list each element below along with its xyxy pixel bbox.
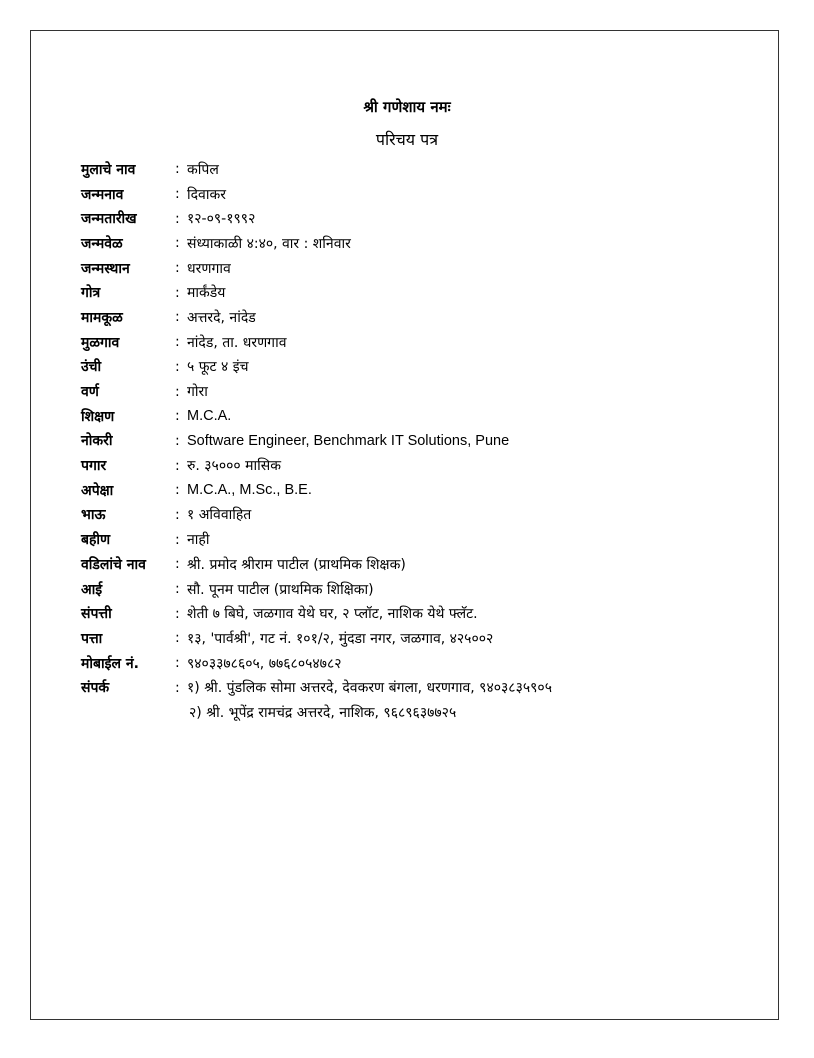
field-row-salary <box>81 453 741 478</box>
field-label: शिक्षण <box>81 408 115 425</box>
field-label: मोबाईल नं. <box>81 655 139 672</box>
field-row-birth-date <box>81 206 741 231</box>
field-label: मुळगाव <box>81 334 120 351</box>
field-separator: : <box>175 432 180 449</box>
field-value: ९४०३३७८६०५, ७७६८०५४७८२ <box>187 655 342 672</box>
field-label: पत्ता <box>81 630 103 647</box>
field-label: संपत्ती <box>81 606 112 623</box>
field-value: नांदेड, ता. धरणगाव <box>187 334 287 351</box>
field-separator: : <box>175 556 180 573</box>
field-separator: : <box>175 630 180 647</box>
field-label: आई <box>81 581 103 598</box>
field-row-sister <box>81 527 741 552</box>
field-row-father <box>81 552 741 577</box>
field-value: M.C.A. <box>187 408 232 425</box>
field-separator: : <box>175 655 180 672</box>
field-row-property <box>81 601 741 626</box>
field-value: १) श्री. पुंडलिक सोमा अत्तरदे, देवकरण बंगला, धरणगाव, ९४०३८३५९०५ <box>187 680 552 697</box>
field-row-birth-time <box>81 231 741 256</box>
field-row-mother <box>81 577 741 602</box>
field-row-education <box>81 404 741 429</box>
field-separator: : <box>175 581 180 598</box>
field-separator: : <box>175 161 180 178</box>
field-value: रु. ३५००० मासिक <box>187 458 281 475</box>
field-label: अपेक्षा <box>81 482 114 499</box>
field-separator: : <box>175 383 180 400</box>
field-row-gotra <box>81 280 741 305</box>
field-separator: : <box>175 679 180 696</box>
field-label: नोकरी <box>81 433 113 450</box>
field-value: १२-०९-१९९२ <box>187 211 256 228</box>
field-row-address <box>81 626 741 651</box>
field-row-contact-continuation <box>81 700 741 725</box>
field-row-brother <box>81 503 741 528</box>
invocation-heading: श्री गणेशाय नमः <box>363 98 451 116</box>
field-value: सौ. पूनम पाटील (प्राथमिक शिक्षिका) <box>187 581 374 598</box>
field-value: कपिल <box>187 161 219 178</box>
field-value: श्री. प्रमोद श्रीराम पाटील (प्राथमिक शिक्षक) <box>187 556 406 573</box>
field-separator: : <box>175 334 180 351</box>
field-label: उंची <box>81 359 102 376</box>
field-row-expectations <box>81 478 741 503</box>
field-separator: : <box>175 605 180 622</box>
field-separator: : <box>175 358 180 375</box>
field-label: जन्मस्थान <box>81 260 130 277</box>
field-label: वडिलांचे नाव <box>81 556 146 573</box>
field-value: अत्तरदे, नांदेड <box>187 309 256 326</box>
field-label: जन्मनाव <box>81 186 124 203</box>
biodata-fields <box>81 157 741 725</box>
field-separator: : <box>175 506 180 523</box>
field-label: जन्मवेळ <box>81 235 123 252</box>
field-value: गोरा <box>187 384 208 401</box>
field-separator: : <box>175 186 180 203</box>
field-row-maternal-family <box>81 305 741 330</box>
field-value: ५ फूट ४ इंच <box>187 359 249 376</box>
field-row-contact <box>81 675 741 700</box>
field-value: संध्याकाळी ४:४०, वार : शनिवार <box>187 235 351 252</box>
field-value: नाही <box>187 532 210 549</box>
field-value: १ अविवाहित <box>187 507 252 524</box>
field-separator: : <box>175 309 180 326</box>
field-row-native-place <box>81 330 741 355</box>
field-row-occupation <box>81 429 741 454</box>
field-value: शेती ७ बिघे, जळगाव येथे घर, २ प्लॉट, नाशिक येथे फ्लॅट. <box>187 606 478 623</box>
field-label: जन्मतारीख <box>81 211 137 228</box>
field-label: वर्ण <box>81 384 99 401</box>
field-separator: : <box>175 284 180 301</box>
field-label: पगार <box>81 458 107 475</box>
field-value: M.C.A., M.Sc., B.E. <box>187 482 312 499</box>
field-separator: : <box>175 235 180 252</box>
field-label: मुलाचे नाव <box>81 161 136 178</box>
field-separator: : <box>175 408 180 425</box>
field-label: बहीण <box>81 532 111 549</box>
field-separator: : <box>175 210 180 227</box>
field-row-name <box>81 157 741 182</box>
field-row-mobile <box>81 651 741 676</box>
field-separator: : <box>175 482 180 499</box>
field-value: धरणगाव <box>187 260 231 277</box>
field-label: भाऊ <box>81 507 106 524</box>
field-label: संपर्क <box>81 680 110 697</box>
field-row-birth-place <box>81 256 741 281</box>
field-separator: : <box>175 531 180 548</box>
field-value: २) श्री. भूपेंद्र रामचंद्र अत्तरदे, नाशिक, ९६८९६३७७२५ <box>189 704 457 721</box>
field-label: मामकूळ <box>81 309 123 326</box>
field-value: १३, 'पार्वश्री', गट नं. १०१/२, मुंदडा नगर, जळगाव, ४२५००२ <box>187 630 494 647</box>
field-value: मार्कंडेय <box>187 285 226 302</box>
field-separator: : <box>175 457 180 474</box>
field-value: Software Engineer, Benchmark IT Solutions, Pune <box>187 432 510 449</box>
field-row-birth-name <box>81 182 741 207</box>
field-row-complexion <box>81 379 741 404</box>
field-label: गोत्र <box>81 285 101 302</box>
page-title: परिचय पत्र <box>375 130 439 149</box>
field-row-height <box>81 355 741 380</box>
field-separator: : <box>175 260 180 277</box>
field-value: दिवाकर <box>187 186 226 203</box>
